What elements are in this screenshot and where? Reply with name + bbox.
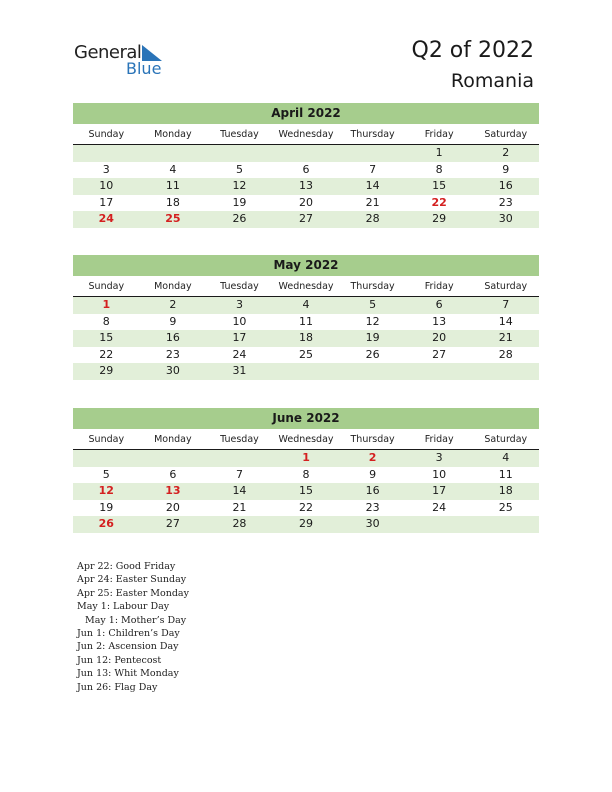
day-cell: 30 (165, 364, 180, 377)
day-cell: 17 (232, 331, 247, 344)
day-cell: 23 (498, 195, 513, 209)
day-cell: 15 (432, 179, 447, 192)
week-row (73, 211, 539, 228)
weekday-label: Friday (424, 129, 454, 140)
month-april (73, 103, 539, 228)
week-row (73, 363, 539, 380)
day-cell: 22 (99, 347, 114, 361)
day-cell: 29 (99, 364, 114, 377)
day-cell (73, 145, 140, 162)
day-cell: 5 (235, 162, 243, 176)
day-cell: 7 (369, 162, 377, 176)
day-cell: 14 (232, 484, 247, 497)
day-cell: 18 (498, 484, 513, 497)
day-cell: 12 (365, 314, 380, 328)
holiday-day-cell: 22 (431, 195, 447, 209)
logo-general-text: General (74, 42, 142, 63)
country-subtitle: Romania (450, 70, 534, 92)
weekday-label: Sunday (88, 434, 125, 445)
holiday-entry: Apr 25: Easter Monday (77, 587, 189, 599)
day-cell: 6 (169, 467, 177, 481)
day-cell: 29 (299, 517, 314, 530)
day-cell: 12 (232, 179, 247, 192)
holiday-entry: Jun 2: Ascension Day (77, 641, 179, 653)
day-cell: 15 (99, 331, 114, 344)
weekday-label: Thursday (350, 281, 395, 292)
day-cell: 19 (99, 500, 114, 514)
holiday-entry: Apr 24: Easter Sunday (77, 574, 187, 586)
month-may (73, 255, 539, 380)
day-cell: 31 (232, 364, 247, 377)
day-cell (73, 450, 140, 467)
logo (74, 42, 174, 78)
month-grid (73, 450, 539, 533)
day-cell: 11 (299, 314, 314, 328)
day-cell (339, 145, 406, 162)
holiday-day-cell: 25 (165, 212, 181, 225)
holiday-entry: Jun 1: Children’s Day (77, 627, 180, 639)
day-cell: 13 (432, 314, 447, 328)
weekday-label: Wednesday (278, 281, 334, 292)
week-row (73, 483, 539, 500)
day-cell (406, 363, 473, 380)
week-row (73, 450, 539, 467)
weekday-label: Tuesday (220, 281, 259, 292)
day-cell: 3 (235, 298, 243, 311)
weekday-label: Sunday (88, 281, 125, 292)
week-row (73, 500, 539, 517)
month-title: June 2022 (73, 408, 539, 429)
day-cell (472, 516, 539, 533)
day-cell: 13 (299, 179, 314, 192)
day-cell: 17 (99, 195, 114, 209)
day-cell: 29 (432, 212, 447, 225)
day-cell: 19 (232, 195, 247, 209)
day-cell (206, 145, 273, 162)
month-title: May 2022 (73, 255, 539, 276)
day-cell: 6 (435, 298, 443, 311)
week-row (73, 314, 539, 331)
day-cell: 30 (365, 517, 380, 530)
week-row (73, 297, 539, 314)
month-grid (73, 145, 539, 228)
day-cell: 9 (169, 314, 177, 328)
week-row (73, 347, 539, 364)
week-row (73, 145, 539, 162)
weekday-label: Tuesday (220, 129, 259, 140)
day-cell: 22 (299, 500, 314, 514)
day-cell: 3 (435, 451, 443, 464)
day-cell: 28 (498, 347, 513, 361)
day-cell (206, 450, 273, 467)
week-row (73, 162, 539, 179)
weekday-label: Tuesday (220, 434, 259, 445)
day-cell: 4 (169, 162, 177, 176)
day-cell: 28 (365, 212, 380, 225)
day-cell: 7 (502, 298, 510, 311)
day-cell: 11 (165, 179, 180, 192)
month-grid (73, 297, 539, 380)
day-cell: 15 (299, 484, 314, 497)
day-cell: 10 (432, 467, 447, 481)
day-cell: 18 (299, 331, 314, 344)
weekday-label: Saturday (484, 129, 528, 140)
day-cell: 28 (232, 517, 247, 530)
weekday-label: Monday (154, 281, 192, 292)
day-cell: 8 (435, 162, 443, 176)
logo-blue-text: Blue (126, 59, 162, 78)
weekday-header (73, 279, 539, 297)
day-cell (273, 363, 340, 380)
holiday-day-cell: 12 (98, 484, 114, 497)
holiday-entry: Jun 12: Pentecost (77, 654, 162, 666)
weekday-label: Monday (154, 434, 192, 445)
day-cell: 2 (502, 146, 510, 159)
day-cell: 23 (165, 347, 180, 361)
day-cell: 23 (365, 500, 380, 514)
day-cell: 16 (165, 331, 180, 344)
weekday-header (73, 127, 539, 145)
day-cell: 24 (432, 500, 447, 514)
day-cell: 26 (365, 347, 380, 361)
holiday-entry: May 1: Mother’s Day (85, 614, 187, 626)
day-cell: 14 (498, 314, 513, 328)
day-cell: 10 (232, 314, 247, 328)
weekday-label: Wednesday (278, 129, 334, 140)
day-cell: 5 (369, 298, 377, 311)
day-cell: 27 (165, 517, 180, 530)
weekday-header (73, 432, 539, 450)
week-row (73, 330, 539, 347)
day-cell: 16 (365, 484, 380, 497)
day-cell: 9 (502, 162, 510, 176)
week-row (73, 467, 539, 484)
holiday-day-cell: 1 (302, 451, 310, 464)
day-cell: 20 (432, 331, 447, 344)
day-cell: 30 (498, 212, 513, 225)
weekday-label: Thursday (350, 129, 395, 140)
day-cell: 7 (235, 467, 243, 481)
weekday-label: Monday (154, 129, 192, 140)
day-cell (273, 145, 340, 162)
day-cell (140, 145, 207, 162)
day-cell: 6 (302, 162, 310, 176)
day-cell (140, 450, 207, 467)
day-cell: 21 (232, 500, 247, 514)
weekday-label: Saturday (484, 434, 528, 445)
day-cell: 21 (365, 195, 380, 209)
week-row (73, 516, 539, 533)
weekday-label: Saturday (484, 281, 528, 292)
day-cell: 26 (232, 212, 247, 225)
day-cell: 25 (498, 500, 513, 514)
holiday-entry: May 1: Labour Day (77, 601, 170, 613)
day-cell: 10 (99, 179, 114, 192)
day-cell (472, 363, 539, 380)
day-cell: 27 (432, 347, 447, 361)
holiday-day-cell: 2 (368, 451, 377, 464)
day-cell: 9 (369, 467, 377, 481)
holiday-day-cell: 13 (165, 484, 181, 497)
day-cell: 25 (299, 347, 314, 361)
day-cell: 24 (232, 347, 247, 361)
weekday-label: Wednesday (278, 434, 334, 445)
holiday-day-cell: 24 (98, 212, 114, 225)
day-cell: 18 (165, 195, 180, 209)
day-cell (339, 363, 406, 380)
day-cell: 4 (502, 451, 510, 464)
day-cell: 21 (498, 331, 513, 344)
holiday-day-cell: 1 (102, 298, 111, 311)
week-row (73, 178, 539, 195)
holiday-entry: Jun 26: Flag Day (77, 681, 158, 693)
day-cell: 17 (432, 484, 447, 497)
day-cell: 27 (299, 212, 314, 225)
day-cell: 2 (169, 298, 177, 311)
day-cell: 14 (365, 179, 380, 192)
day-cell: 8 (102, 314, 110, 328)
week-row (73, 195, 539, 212)
weekday-label: Sunday (88, 129, 125, 140)
weekday-label: Friday (424, 281, 454, 292)
holiday-entry: Jun 13: Whit Monday (77, 668, 179, 680)
day-cell: 19 (365, 331, 380, 344)
holiday-day-cell: 26 (98, 517, 114, 530)
weekday-label: Thursday (350, 434, 395, 445)
day-cell: 8 (302, 467, 310, 481)
page-title: Q2 of 2022 (411, 38, 534, 63)
day-cell: 20 (165, 500, 180, 514)
weekday-label: Friday (424, 434, 454, 445)
day-cell: 20 (299, 195, 314, 209)
day-cell: 3 (102, 162, 110, 176)
month-title: April 2022 (73, 103, 539, 124)
day-cell: 1 (435, 146, 443, 159)
holiday-entry: Apr 22: Good Friday (77, 561, 176, 572)
day-cell: 16 (498, 179, 513, 192)
month-june (73, 408, 539, 533)
day-cell: 4 (302, 298, 310, 311)
holiday-list (77, 560, 189, 694)
day-cell: 11 (498, 467, 513, 481)
day-cell: 5 (102, 467, 110, 481)
day-cell (406, 516, 473, 533)
